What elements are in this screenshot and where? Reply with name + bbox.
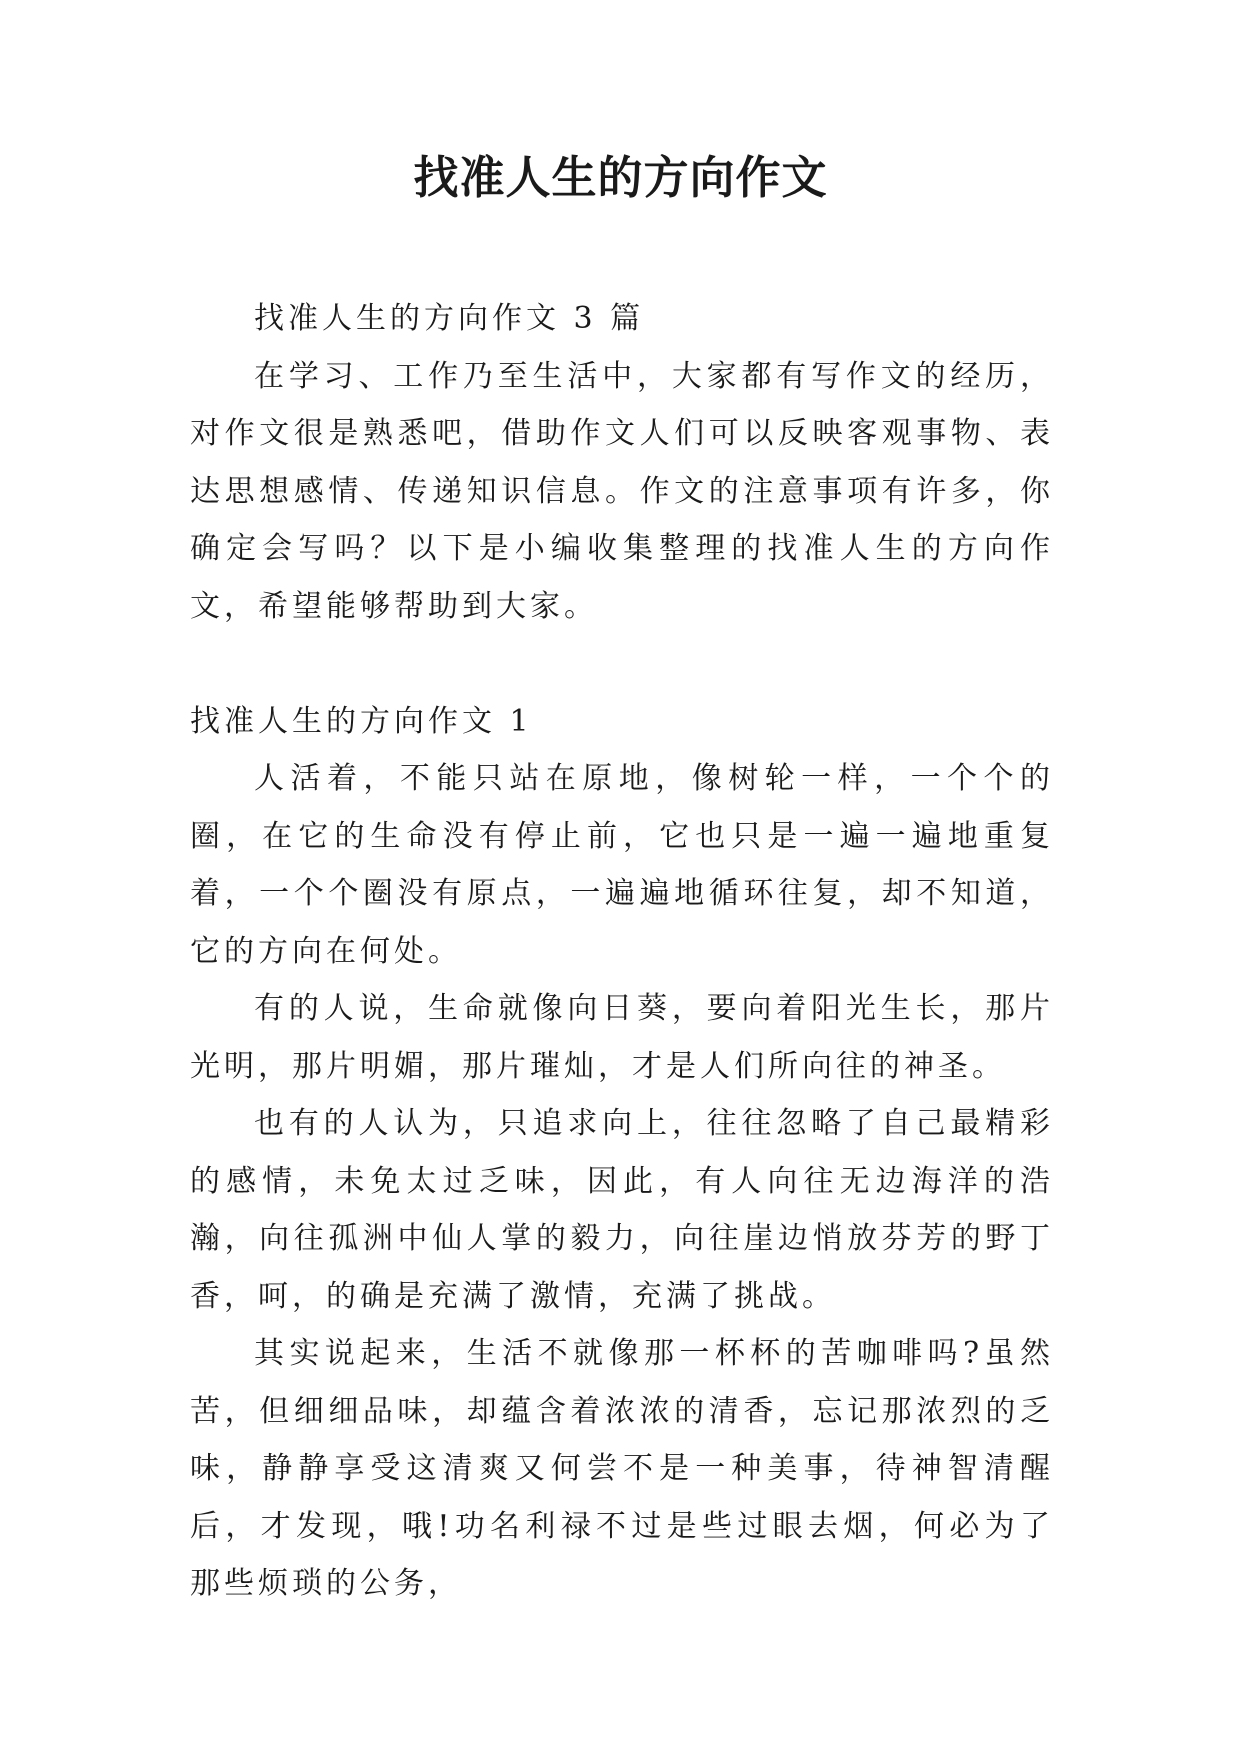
body-paragraph: 也有的人认为，只追求向上，往往忽略了自己最精彩的感情，未免太过乏味，因此，有人向往无边海洋的浩瀚，向往孤洲中仙人掌的毅力，向往崖边悄放芬芳的野丁香，呵，的确是充满了激情，充满了挑战。 — [190, 1106, 1054, 1314]
document-body — [190, 290, 1054, 1613]
section-spacer — [190, 635, 1054, 693]
document-title: 找准人生的方向作文 — [413, 151, 828, 204]
body-paragraph: 其实说起来，生活不就像那一杯杯的苦咖啡吗?虽然苦，但细细品味，却蕴含着浓浓的清香，忘记那浓烈的乏味，静静享受这清爽又何尝不是一种美事，待神智清醒后，才发现，哦!功名利禄不过是些过眼去烟，何必为了那些烦琐的公务， — [190, 1336, 1054, 1601]
document-subtitle: 找准人生的方向作文 3 篇 — [254, 301, 645, 336]
section-heading: 找准人生的方向作文 1 — [190, 703, 533, 739]
body-paragraph: 有的人说，生命就像向日葵，要向着阳光生长，那片光明，那片明媚，那片璀灿，才是人们所向往的神圣。 — [190, 991, 1054, 1084]
intro-paragraph: 在学习、工作乃至生活中，大家都有写作文的经历，对作文很是熟悉吧，借助作文人们可以反映客观事物、表达思想感情、传递知识信息。作文的注意事项有许多，你确定会写吗？以下是小编收集整理的找准人生的方向作文，希望能够帮助到大家。 — [190, 358, 1054, 624]
body-paragraph: 人活着，不能只站在原地，像树轮一样，一个个的圈，在它的生命没有停止前，它也只是一遍一遍地重复着，一个个圈没有原点，一遍遍地循环往复，却不知道，它的方向在何处。 — [190, 761, 1054, 969]
